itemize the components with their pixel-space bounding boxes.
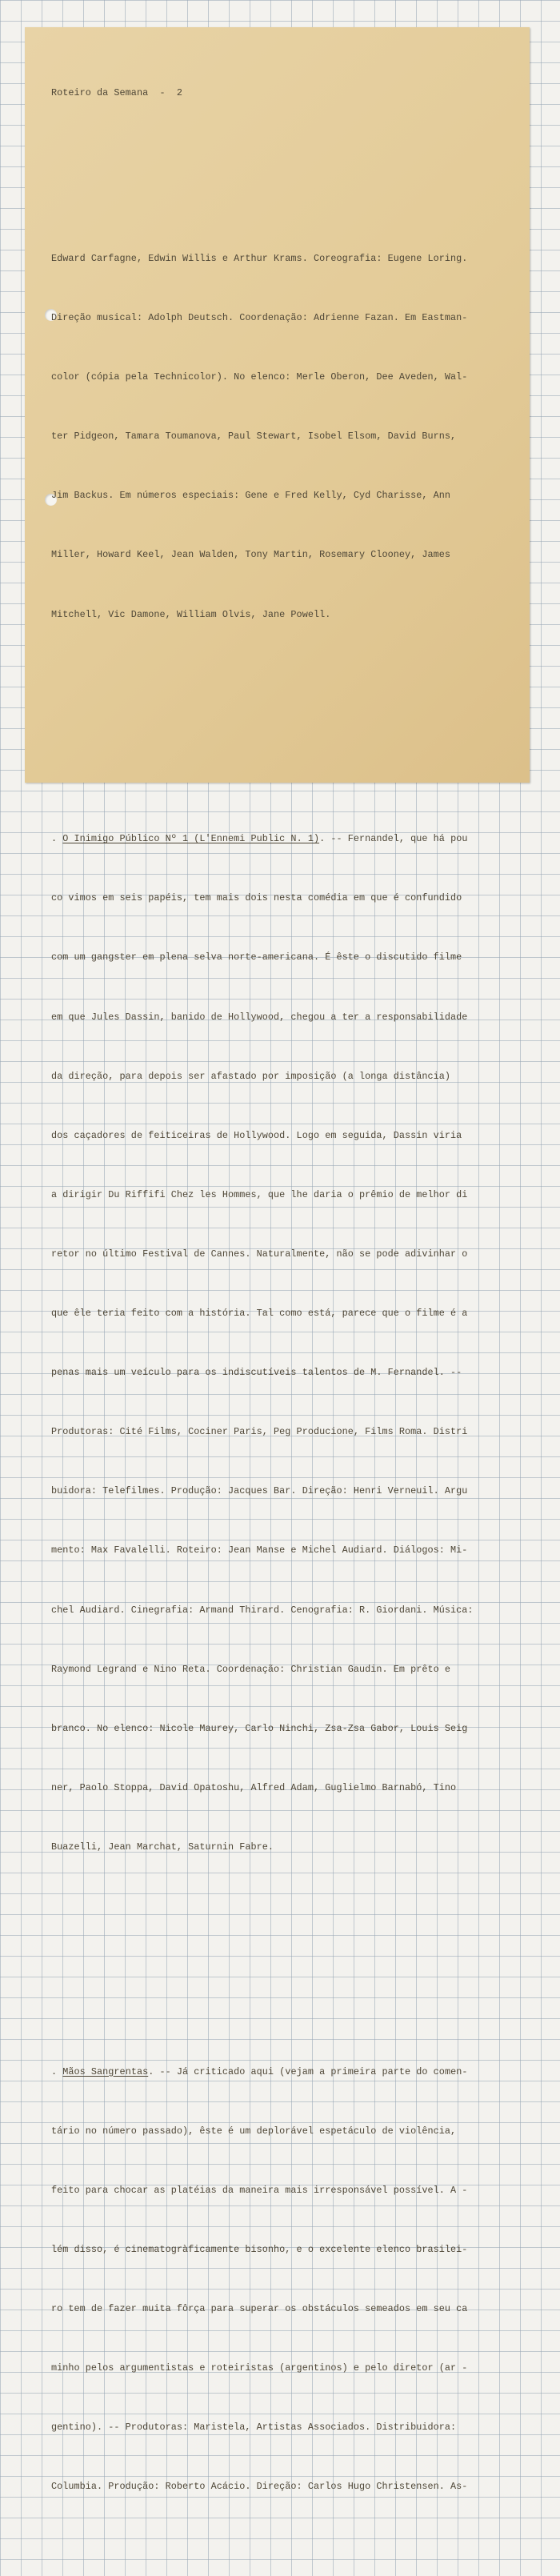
bullet: . <box>51 833 63 845</box>
text-line: tário no número passado), êste é um deplorável espetáculo de violência, <box>51 2125 457 2137</box>
film-title: O Inimigo Público Nº 1 (L'Ennemi Public N. 1) <box>62 833 320 845</box>
text-line: feito para chocar as platéias da maneira mais irresponsável possível. A - <box>51 2184 468 2196</box>
page-header: Roteiro da Semana - 2 <box>51 87 182 99</box>
text-line: ter Pidgeon, Tamara Toumanova, Paul Stewart, Isobel Elsom, David Burns, <box>51 431 457 443</box>
text-line: penas mais um veículo para os indiscutíveis talentos de M. Fernandel. -- <box>51 1367 462 1379</box>
text-line: buidora: Telefilmes. Produção: Jacques Bar. Direção: Henri Verneuil. Argu <box>51 1485 468 1497</box>
page-text <box>51 44 523 2576</box>
text-line: da direção, para depois ser afastado por imposição (a longa distância) <box>51 1070 451 1082</box>
text-line <box>51 2062 523 2082</box>
text-line: que êle teria feito com a história. Tal como está, parece que o filme é a <box>51 1308 468 1320</box>
text-line: gentino). -- Produtoras: Maristela, Artistas Associados. Distribuidora: <box>51 2422 457 2434</box>
film-title: Mãos Sangrentas <box>62 2065 149 2077</box>
text-fragment: . -- Fernandel, que há pou <box>319 833 468 845</box>
text-line: a dirigir Du Riffifi Chez les Hommes, que lhe daria o prêmio de melhor di <box>51 1188 468 1200</box>
text-line: Direção musical: Adolph Deutsch. Coordenação: Adrienne Fazan. Em Eastman- <box>51 312 468 324</box>
text-line: Raymond Legrand e Nino Reta. Coordenação: Christian Gaudin. Em prêto e <box>51 1663 451 1675</box>
text-line: ro tem de fazer muita fôrça para superar os obstáculos semeados em seu ca <box>51 2302 468 2314</box>
text-line <box>51 829 523 849</box>
bullet: . <box>51 2065 63 2077</box>
text-line: dos caçadores de feiticeiras de Hollywood. Logo em seguida, Dassin viria <box>51 1129 462 1141</box>
text-line: Miller, Howard Keel, Jean Walden, Tony Martin, Rosemary Clooney, James <box>51 549 451 561</box>
text-line: Mitchell, Vic Damone, William Olvis, Jane Powell. <box>51 608 331 620</box>
text-line: retor no último Festival de Cannes. Naturalmente, não se pode adivinhar o <box>51 1248 468 1260</box>
credits-continued <box>51 210 523 664</box>
text-line: com um gangster em plena selva norte-americana. É êste o discutido filme <box>51 951 462 963</box>
text-line: em que Jules Dassin, banido de Hollywood, chegou a ter a responsabilidade <box>51 1011 468 1023</box>
text-line: branco. No elenco: Nicole Maurey, Carlo Ninchi, Zsa-Zsa Gabor, Louis Seig <box>51 1722 468 1734</box>
text-line: Edward Carfagne, Edwin Willis e Arthur Krams. Coreografia: Eugene Loring. <box>51 253 468 265</box>
text-fragment: . -- Já criticado aqui (vejam a primeira parte do comen- <box>148 2065 468 2077</box>
text-line: Buazelli, Jean Marchat, Saturnin Fabre. <box>51 1841 274 1853</box>
text-line: color (cópia pela Technicolor). No elenco: Merle Oberon, Dee Aveden, Wal- <box>51 371 468 383</box>
text-line: chel Audiard. Cinegrafia: Armand Thirard. Cenografia: R. Giordani. Música: <box>51 1604 474 1616</box>
text-line: ner, Paolo Stoppa, David Opatoshu, Alfred Adam, Guglielmo Barnabó, Tino <box>51 1781 457 1793</box>
review-inimigo-publico <box>51 790 523 1897</box>
text-line: mento: Max Favalelli. Roteiro: Jean Manse e Michel Audiard. Diálogos: Mi- <box>51 1544 468 1556</box>
text-line: Jim Backus. Em números especiais: Gene e Fred Kelly, Cyd Charisse, Ann <box>51 490 451 502</box>
text-line: co vimos em seis papéis, tem mais dois nesta comédia em que é confundido <box>51 892 462 904</box>
review-maos-sangrentas <box>51 2022 523 2536</box>
text-line: Produtoras: Cité Films, Cociner Paris, Peg Producione, Films Roma. Distri <box>51 1426 468 1438</box>
text-line: lém disso, é cinematogràficamente bisonho, e o excelente elenco brasilei- <box>51 2243 468 2255</box>
text-line: minho pelos argumentistas e roteiristas (argentinos) e pelo diretor (ar - <box>51 2362 468 2374</box>
text-line: Columbia. Produção: Roberto Acácio. Direção: Carlos Hugo Christensen. As- <box>51 2481 468 2493</box>
typewritten-page <box>25 27 530 2493</box>
